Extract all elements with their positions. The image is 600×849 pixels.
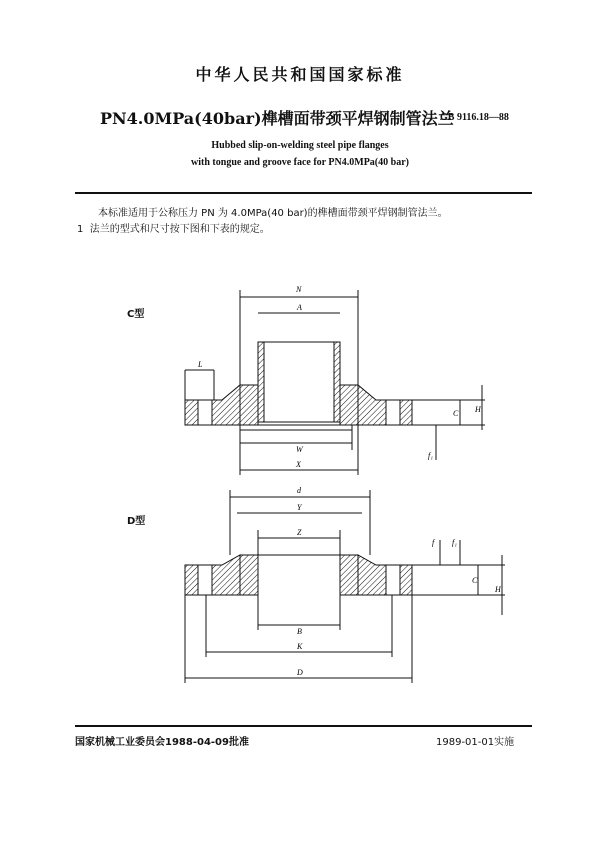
dim-y: Y (297, 503, 302, 512)
english-title-line1: Hubbed slip-on-welding steel pipe flanges (211, 140, 389, 151)
approval-note: 国家机械工业委员会1988-04-09批准 (75, 737, 249, 748)
scope-paragraph: 本标准适用于公称压力 PN 为 4.0MPa(40 bar)的榫槽面带颈平焊钢制管法兰。 (98, 208, 448, 219)
dim-h: H (475, 405, 481, 414)
clause-number: 1 (77, 224, 84, 235)
dim-d: D (297, 668, 303, 677)
dim-a: A (297, 303, 302, 312)
clause-text: 法兰的型式和尺寸按下图和下表的规定。 (89, 224, 270, 235)
effective-date: 1989-01-01实施 (436, 737, 515, 748)
type-c-drawing (185, 290, 485, 475)
type-d-label: D型 (127, 516, 146, 527)
dim-c: C (453, 409, 459, 418)
dim-w: W (296, 445, 303, 454)
national-standard-heading: 中华人民共和国国家标准 (195, 65, 405, 84)
dim-n: N (296, 285, 302, 294)
type-c-label: C型 (127, 309, 145, 320)
dim-d-small: d (297, 486, 301, 495)
dim-x: X (296, 460, 301, 469)
english-title-line2: with tongue and groove face for PN4.0MPa(40 bar) (191, 157, 409, 168)
dim-z: Z (297, 528, 302, 537)
dim-f: f (432, 538, 435, 547)
standard-code: GB 9116.18—88 (440, 112, 509, 123)
dim-c-d: C (472, 576, 478, 585)
document-title: PN4.0MPa(40bar)榫槽面带颈平焊钢制管法兰 (100, 109, 454, 128)
type-d-drawing (185, 490, 505, 683)
dim-h-d: H (495, 585, 501, 594)
dim-l: L (198, 360, 203, 369)
dim-f1: f₁ (428, 451, 434, 460)
dim-k: K (297, 642, 303, 651)
dim-f1-d: f₁ (452, 538, 458, 547)
dim-b: B (297, 627, 302, 636)
footer-divider (75, 725, 532, 727)
